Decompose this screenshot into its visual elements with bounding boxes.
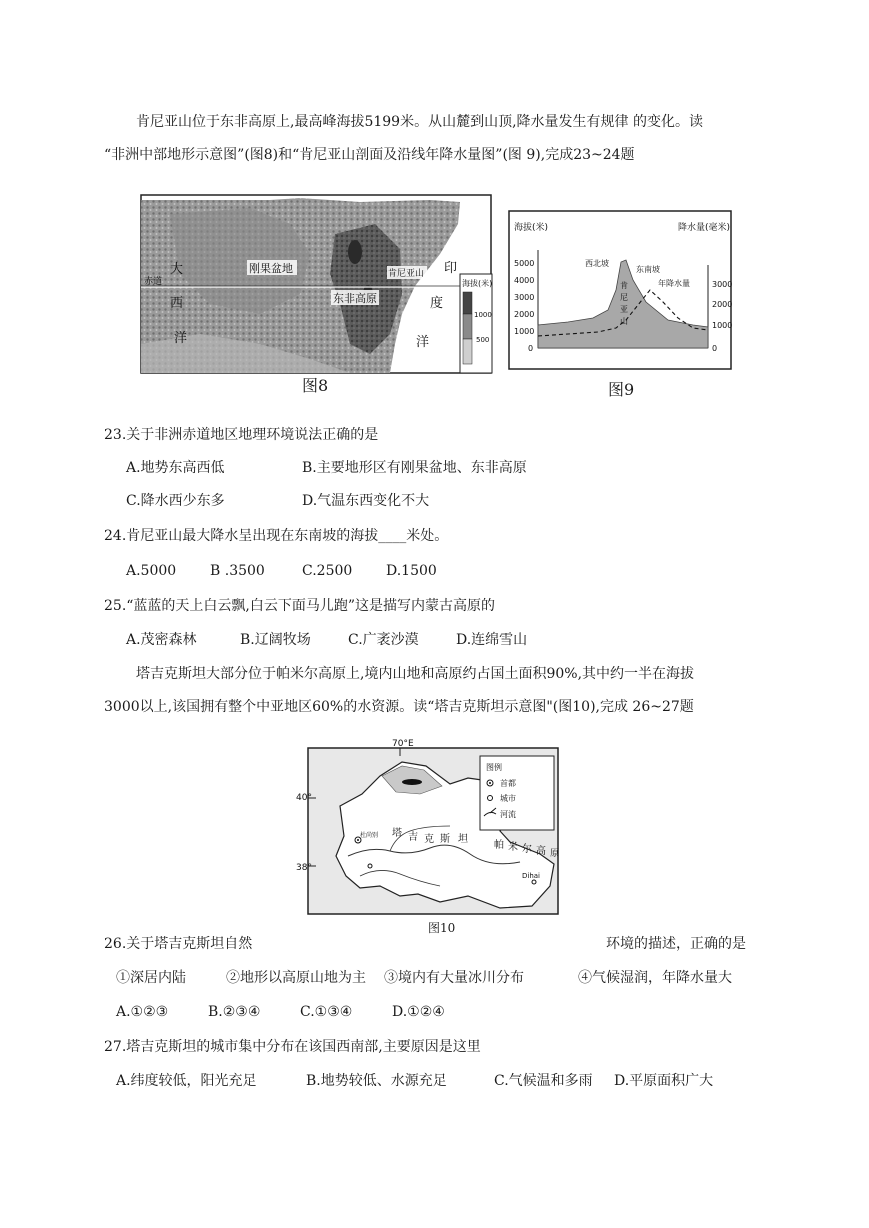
fig10-city-marker: [368, 864, 372, 868]
fig9-tick-right-3000: 3000: [712, 280, 733, 289]
q23-stem: 23.关于非洲赤道地区地理环境说法正确的是: [104, 427, 379, 443]
fig10-label-ke: 克: [424, 834, 434, 845]
q26-option-d: D.①②④: [392, 1004, 445, 1020]
intro2-line1: 塔吉克斯坦大部分位于帕米尔高原上,境内山地和高原约占国土面积90%,其中约一半在海拔: [136, 666, 695, 682]
fig10-reservoir: [402, 779, 422, 785]
fig9-ylabel-left: 海拔(米): [514, 223, 549, 233]
fig8-label-equator: 赤道: [144, 277, 163, 287]
fig10-label-ji: 吉: [408, 832, 418, 843]
fig8-label-yang-e: 洋: [416, 335, 430, 350]
fig9-tick-left-4000: 4000: [514, 276, 535, 285]
q26-stem-part2: 环境的描述，正确的是: [606, 936, 746, 952]
fig10-legend-capital: 首都: [500, 779, 516, 788]
figure-8-caption: 图8: [302, 376, 329, 395]
q27-stem: 27.塔吉克斯坦的城市集中分布在该国西南部,主要原因是这里: [104, 1039, 481, 1055]
figure-10-map: [296, 736, 565, 916]
q26-option-c: C.①③④: [300, 1004, 353, 1020]
figure-8-map: [140, 194, 492, 374]
q23-option-d: D.气温东西变化不大: [302, 493, 430, 509]
fig9-label-nw: 西北坡: [585, 259, 609, 268]
fig9-label-k3: 亚: [620, 305, 628, 314]
fig10-lon: 70°E: [392, 739, 414, 749]
fig8-legend-1000: 1000: [474, 311, 492, 319]
fig8-label-yang-w: 洋: [174, 331, 188, 346]
figure-9-profile: [508, 210, 732, 370]
fig9-tick-right-1000: 1000: [712, 321, 733, 330]
fig10-lat38: 38°: [296, 863, 312, 873]
fig9-tick-right-0: 0: [712, 344, 718, 353]
q24-option-d: D.1500: [386, 563, 437, 579]
fig10-label-ta: 塔: [392, 828, 402, 839]
fig8-label-kenya: 肯尼亚山: [388, 269, 425, 279]
fig8-label-yin: 印: [444, 261, 458, 276]
fig10-legend-river: 河流: [500, 810, 516, 819]
q23-option-c: C.降水西少东多: [126, 493, 225, 509]
q26-option-b: B.②③④: [208, 1004, 261, 1020]
q23-option-a: A.地势东高西低: [126, 460, 225, 476]
fig8-label-du: 度: [430, 296, 444, 311]
q24-option-b: B .3500: [210, 563, 265, 579]
fig9-tick-left-3000: 3000: [514, 293, 535, 302]
q25-option-a: A.茂密森林: [126, 632, 197, 648]
q25-option-b: B.辽阔牧场: [240, 632, 311, 648]
fig10-lat40: 40°: [296, 793, 312, 803]
fig9-label-k2: 尼: [620, 293, 628, 302]
intro1-line2: “非洲中部地形示意图”(图8)和“肯尼亚山剖面及沿线年降水量图”(图 9),完成23~24题: [104, 147, 635, 163]
fig10-legend-title: 图例: [486, 763, 502, 772]
fig10-label-dihai: Dihai: [522, 872, 541, 880]
q26-stem-part1: 26.关于塔吉克斯坦自然: [104, 936, 253, 952]
q26-statement-2: ②地形以高原山地为主: [226, 970, 366, 986]
fig10-label-er: 尔: [522, 844, 532, 855]
legend-swatch-high: [463, 292, 472, 314]
intro1-line1: 肯尼亚山位于东非高原上,最高峰海拔5199米。从山麓到山顶,降水量发生有规律 的变化。读: [136, 114, 703, 130]
q24-option-a: A.5000: [126, 563, 177, 579]
fig9-label-se: 东南坡: [636, 265, 660, 274]
fig8-label-xi: 西: [170, 296, 184, 311]
fig8-legend-title: 海拔(米): [462, 279, 493, 288]
q23-option-b: B.主要地形区有刚果盆地、东非高原: [302, 460, 527, 476]
fig10-city-marker-east: [532, 880, 536, 884]
fig10-label-si: 斯: [440, 834, 450, 845]
fig9-label-k4: 山: [620, 317, 628, 326]
fig9-tick-left-5000: 5000: [514, 259, 535, 268]
fig10-label-tan: 坦: [458, 834, 468, 845]
q25-stem: 25.“蓝蓝的天上白云飘,白云下面马儿跑”这是描写内蒙古高原的: [104, 598, 496, 614]
intro2-line2: 3000以上,该国拥有整个中亚地区60%的水资源。读“塔吉克斯坦示意图"(图10),完成 26~27题: [104, 699, 694, 715]
fig8-legend-500: 500: [476, 336, 490, 344]
fig10-label-yuan: 原: [550, 849, 560, 859]
fig10-label-dushanbe: 杜尚别: [360, 832, 379, 839]
legend-swatch-low: [463, 339, 472, 364]
q26-statement-3: ③境内有大量冰川分布: [384, 970, 524, 986]
q26-option-a: A.①②③: [116, 1004, 169, 1020]
q26-statement-4: ④气候湿润，年降水量大: [578, 970, 732, 986]
figure-9-caption: 图9: [608, 380, 635, 399]
fig9-tick-right-2000: 2000: [712, 300, 733, 309]
fig9-label-rain: 年降水量: [658, 279, 690, 288]
q26-statement-1: ①深居内陆: [116, 970, 186, 986]
q27-option-a: A.纬度较低，阳光充足: [116, 1073, 257, 1089]
fig10-label-pa: 帕: [494, 840, 504, 851]
q27-option-d: D.平原面积广大: [614, 1073, 714, 1089]
fig9-ylabel-right: 降水量(毫米): [678, 223, 731, 233]
fig10-label-gao: 高: [536, 846, 546, 857]
fig9-tick-left-1000: 1000: [514, 327, 535, 336]
q27-option-c: C.气候温和多雨: [494, 1073, 593, 1089]
q27-option-b: B.地势较低、水源充足: [306, 1073, 447, 1089]
legend-swatch-mid: [463, 314, 472, 339]
fig10-label-mi: 米: [508, 842, 518, 853]
fig8-label-east-plateau: 东非高原: [333, 292, 377, 305]
fig9-tick-left-0: 0: [528, 344, 534, 353]
q24-stem: 24.肯尼亚山最大降水呈出现在东南坡的海拔____米处。: [104, 528, 449, 544]
fig8-label-da: 大: [170, 262, 184, 277]
fig8-label-congo: 刚果盆地: [249, 262, 293, 275]
q25-option-d: D.连绵雪山: [456, 632, 528, 648]
q24-option-c: C.2500: [302, 563, 353, 579]
fig10-legend-city: 城市: [500, 794, 516, 803]
fig9-tick-left-2000: 2000: [514, 310, 535, 319]
q25-option-c: C.广袤沙漠: [348, 632, 419, 648]
fig9-label-k1: 肯: [620, 281, 628, 290]
figure-10-caption: 图10: [428, 921, 456, 935]
